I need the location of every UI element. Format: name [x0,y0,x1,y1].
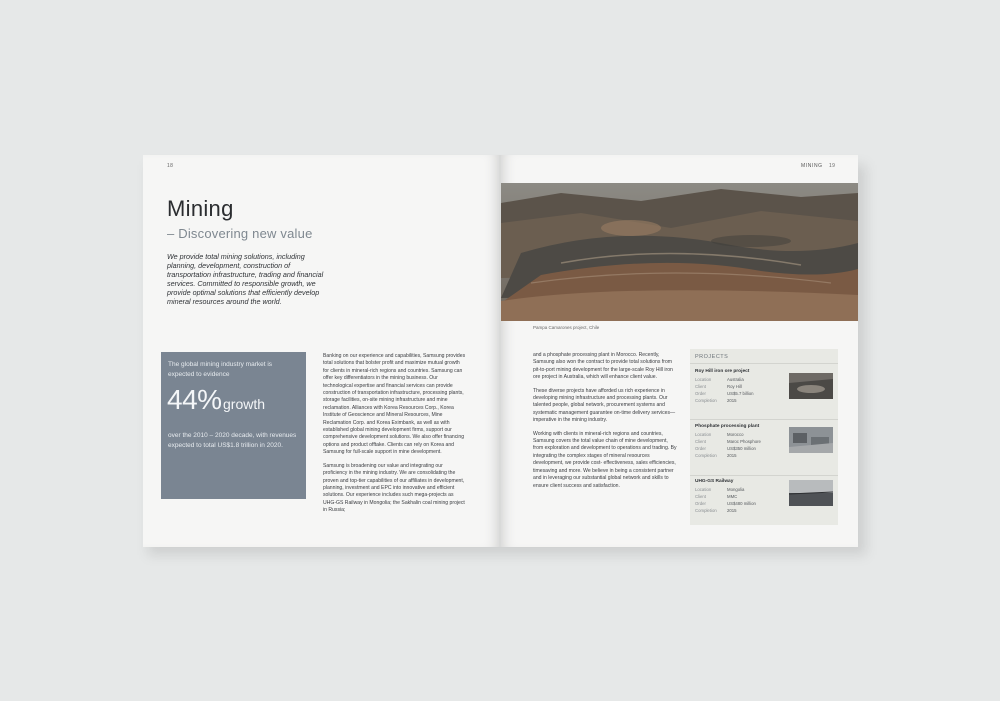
body-paragraph: Working with clients in mineral-rich regions and countries, Samsung covers the total value chain of mine development, from exploration and development to operations and trading. By integrating the complex stages of mineral resources development, we provide cost- effectiveness, sales efficiencies, timesaving and more. We believe in being a consistent partner and in leveraging our substantial global network and skills to ensure client success and satisfaction. [533,430,677,489]
project-thumbnail [789,480,833,506]
field-label: Location [695,432,712,437]
field-value: Morocco [727,432,744,437]
divider [690,419,838,420]
stat-callout [161,352,306,499]
field-label: Client [695,439,706,444]
field-label: Client [695,494,706,499]
field-value: MMC [727,494,738,499]
stat-lead-text: The global mining industry market is expected to evidence [168,361,273,378]
field-value: 2015 [727,508,737,513]
project-thumbnail [789,427,833,453]
divider [690,363,838,364]
right-body-column [533,352,679,496]
field-label: Order [695,501,706,506]
stat-word: growth [223,396,266,412]
photo-caption: Pampa Camarones project, Chile [533,325,600,330]
body-paragraph: These diverse projects have afforded us rich experience in developing mining infrastructure and processing plants. Our talented people, global network, procurement systems and systematic management guarantee on-time delivery services—imperative in the mining industry. [533,387,676,424]
field-value: US$480 million [727,501,756,506]
field-label: Completion [695,508,717,513]
field-value: Maroc Phosphore [727,439,761,444]
mine-photo [501,183,858,321]
field-value: Mongolia [727,487,745,492]
field-label: Location [695,487,712,492]
field-value: US$5.7 billion [727,391,754,396]
intro-paragraph: We provide total mining solutions, including planning, development, construction of transportation infrastructure, trading and financial services. Committed to responsible growth, we provide optimal solutions that efficiently develop mineral resources around the world. [167,252,324,306]
body-paragraph: Banking on our experience and capabilities, Samsung provides total solutions that bolster profit and maximize mutual growth for clients in mineral-rich regions and countries. Samsung can offer key differentiators in the mining business. Our technological expertise and financial services can provide construction of transportation infrastructure, processing plants, storage facilities, on-site mining infrastructure and mine reclamation. Alliances with Korea Resources Corp., Korea Institute of Geoscience and Mineral Resources, Mine Reclamation Corp. and Korea Eximbank, as well as with established global mining development firms, support our comprehensive development solutions. We also offer financing options and product offtake. Clients can rely on Korea and Samsung for full-scale support in mine development. [323,353,466,456]
page-subtitle: – Discovering new value [167,226,313,241]
projects-sidebar [690,349,838,525]
running-head: MINING [801,163,823,169]
divider [690,475,838,476]
body-paragraph: Samsung is broadening our value and integrating our proficiency in the mining industry. We are consolidating the proven and top-tier capabilities of our affiliates in development, planning, investment and EPC into innovative and efficient solutions. Our experience includes such mega-projects as UHG-GS Railway in Mongolia; the Sakhalin coal mining project in Russia; [323,462,465,514]
stat-value: 44% [167,384,222,415]
body-paragraph: and a phosphate processing plant in Morocco. Recently, Samsung also won the contract to provide total solutions from pit-to-port mining development for the large-scale Roy Hill iron ore project in Australia, which will enhance client value. [533,352,673,381]
page-title: Mining [167,196,234,221]
field-label: Location [695,377,712,382]
field-value: Australia [727,377,744,382]
projects-heading: PROJECTS [695,354,729,360]
left-page-number: 18 [167,163,174,169]
field-value: 2015 [727,453,737,458]
field-label: Completion [695,398,717,403]
right-page-number: 19 [829,163,836,169]
project-name: Phosphate processing plant [695,424,760,429]
field-label: Completion [695,453,717,458]
left-body-column [323,353,466,521]
field-label: Order [695,391,706,396]
stat-tail-text: over the 2010 – 2020 decade, with revenues expected to total US$1.8 trillion in 2020. [168,432,297,449]
field-label: Client [695,384,706,389]
project-name: Roy Hill iron ore project [695,369,750,374]
field-value: Roy Hill [727,384,742,389]
project-name: UHG-GS Railway [695,479,734,484]
field-value: 2015 [727,398,737,403]
project-thumbnail [789,373,833,399]
field-label: Order [695,446,706,451]
field-value: US$350 million [727,446,756,451]
